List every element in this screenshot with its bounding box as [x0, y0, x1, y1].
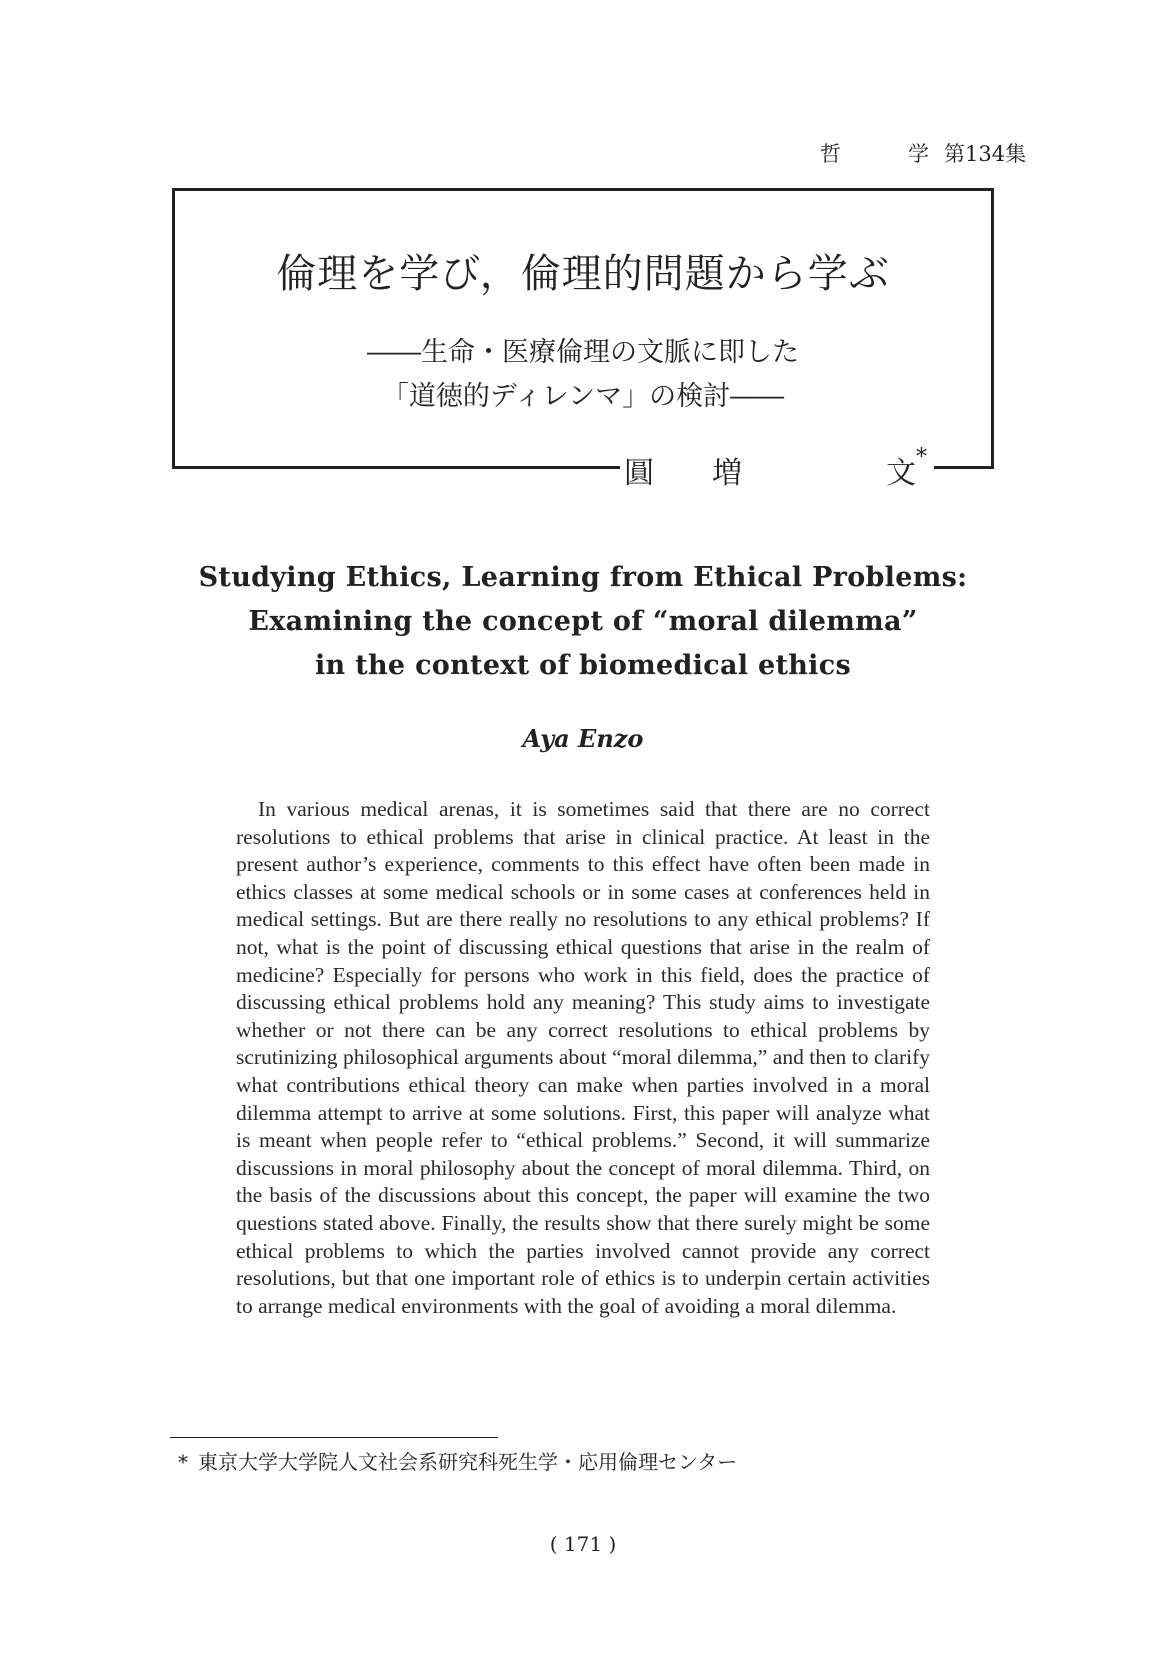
japanese-author-char-1: 圓 — [624, 456, 654, 491]
english-author: Aya Enzo — [522, 724, 644, 753]
english-title-line-3: in the context of biomedical ethics — [315, 650, 851, 681]
page-number: ( 171 ) — [549, 1532, 617, 1556]
title-frame-bottom-right — [934, 466, 994, 469]
english-title-line-2: Examining the concept of “moral dilemma” — [248, 606, 918, 637]
footnote-text: 東京大学大学院人文社会系研究科死生学・応用倫理センター — [198, 1450, 738, 1474]
abstract-text: In various medical arenas, it is sometimes said that there are no correct resolutions to ethical problems that arise in clinical practice. At least in the present author’s experience, comments to this effect have often been made in ethics classes at some medical schools or in some cases at conferences held in medical settings. But are there really no resolutions to any ethical problems? If not, what is the point of discussing ethical questions that arise in the realm of medicine? Especially for persons who work in this field, does the practice of discussing ethical problems hold any meaning? This study aims to investigate whether or not there can be any correct resolutions to ethical problems by scrutinizing philosophical arguments about “moral dilemma,” and then to clarify what contributions ethical theory can make when parties involved in a moral dilemma attempt to arrive at some solutions. First, this paper will analyze what is meant when people refer to “ethical problems.” Second, it will summarize discussions in moral philosophy about the concept of moral dilemma. Third, on the basis of the discussions about this concept, the paper will examine the two questions stated above. Finally, the results show that there surely might be some ethical problems to which the parties involved cannot provide any correct resolutions, but that one important role of ethics is to underpin certain activities to arrange medical environments with the goal of avoiding a moral dilemma. — [236, 797, 930, 1318]
japanese-subtitle-line-1: ――生命・医療倫理の文脈に即した — [367, 337, 799, 368]
journal-name-char-1: 哲 — [820, 142, 841, 166]
footnote-rule — [170, 1437, 498, 1438]
title-frame-bottom-left — [172, 466, 620, 469]
journal-name-char-2: 学 — [908, 142, 929, 166]
japanese-author-affiliation-mark: * — [916, 445, 927, 470]
japanese-title: 倫理を学び，倫理的問題から学ぶ — [276, 251, 890, 297]
journal-header — [820, 138, 1050, 170]
japanese-author-char-2: 増 — [712, 456, 742, 491]
footnote — [178, 1446, 737, 1475]
japanese-subtitle-line-2: 「道徳的ディレンマ」の検討―― — [381, 381, 785, 412]
journal-issue: 第134集 — [944, 142, 1027, 166]
english-title-line-1: Studying Ethics, Learning from Ethical Problems: — [198, 562, 968, 593]
title-frame — [172, 188, 994, 468]
japanese-author-char-3: 文 — [886, 456, 916, 491]
abstract — [236, 796, 930, 1320]
footnote-mark: * — [178, 1450, 188, 1474]
